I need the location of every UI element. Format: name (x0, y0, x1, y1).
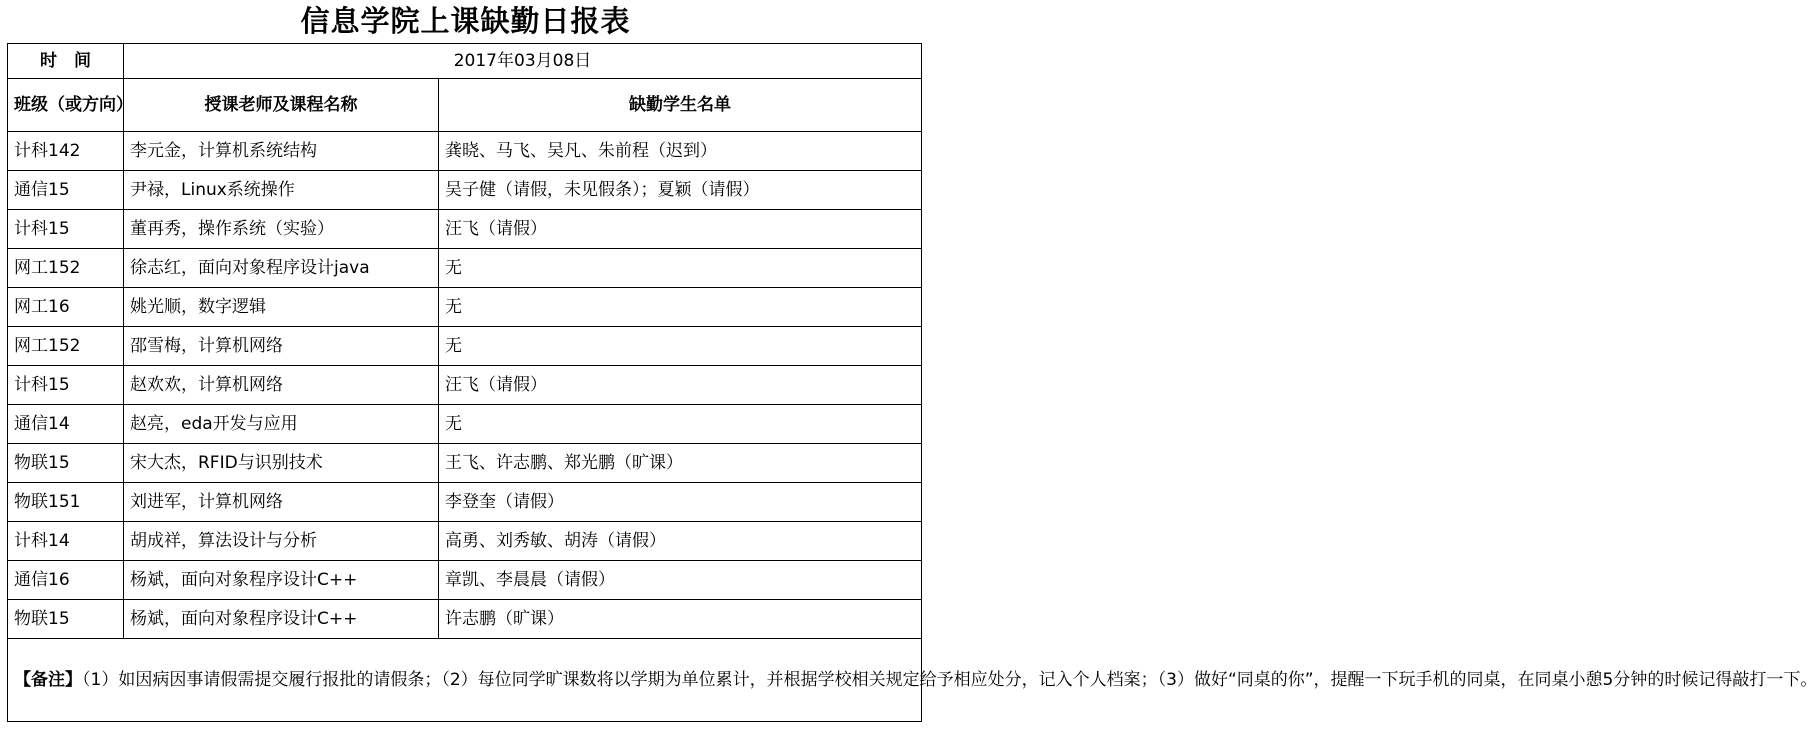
report-title: 信息学院上课缺勤日报表 (300, 4, 631, 38)
table-row (8, 249, 922, 288)
class-cell: 网工152 (8, 327, 124, 366)
table-row (8, 327, 922, 366)
absent-students-cell: 龚晓、马飞、吴凡、朱前程（迟到） (439, 132, 922, 171)
column-header-absent-students: 缺勤学生名单 (439, 79, 922, 132)
note-row (8, 639, 922, 722)
absent-students-cell: 吴子健（请假，未见假条）；夏颖（请假） (439, 171, 922, 210)
table-row (8, 561, 922, 600)
class-cell: 计科142 (8, 132, 124, 171)
class-cell: 物联15 (8, 444, 124, 483)
note-label: 【备注】 (14, 670, 82, 690)
teacher-course-cell: 董再秀，操作系统（实验） (124, 210, 439, 249)
teacher-course-cell: 宋大杰，RFID与识别技术 (124, 444, 439, 483)
time-label: 时 间 (8, 44, 124, 79)
class-cell: 通信16 (8, 561, 124, 600)
teacher-course-cell: 杨斌，面向对象程序设计C++ (124, 561, 439, 600)
note-text: （1）如因病因事请假需提交履行报批的请假条；（2）每位同学旷课数将以学期为单位累计，并根据学校相关规定给予相应处分，记入个人档案；（3）做好“同桌的你”，提醒一下玩手机的同桌，在同桌小憩5分钟的时候记得敲打一下。 (82, 670, 1817, 690)
class-cell: 物联151 (8, 483, 124, 522)
column-header-class: 班级（或方向） (8, 79, 124, 132)
time-row (8, 44, 922, 79)
class-cell: 网工16 (8, 288, 124, 327)
teacher-course-cell: 姚光顺，数字逻辑 (124, 288, 439, 327)
table-row (8, 171, 922, 210)
absent-students-cell: 无 (439, 327, 922, 366)
table-row (8, 600, 922, 639)
absent-students-cell: 许志鹏（旷课） (439, 600, 922, 639)
teacher-course-cell: 李元金，计算机系统结构 (124, 132, 439, 171)
absent-students-cell: 章凯、李晨晨（请假） (439, 561, 922, 600)
table-row (8, 444, 922, 483)
absent-students-cell: 汪飞（请假） (439, 210, 922, 249)
teacher-course-cell: 尹禄，Linux系统操作 (124, 171, 439, 210)
teacher-course-cell: 徐志红，面向对象程序设计java (124, 249, 439, 288)
class-cell: 计科15 (8, 366, 124, 405)
table-row (8, 366, 922, 405)
absence-report-table (7, 43, 1817, 722)
class-cell: 计科15 (8, 210, 124, 249)
class-cell: 通信14 (8, 405, 124, 444)
table-row (8, 522, 922, 561)
absent-students-cell: 王飞、许志鹏、郑光鹏（旷课） (439, 444, 922, 483)
table-row (8, 405, 922, 444)
absent-students-cell: 无 (439, 288, 922, 327)
absent-students-cell: 李登奎（请假） (439, 483, 922, 522)
table-row (8, 288, 922, 327)
absent-students-cell: 汪飞（请假） (439, 366, 922, 405)
teacher-course-cell: 赵欢欢，计算机网络 (124, 366, 439, 405)
teacher-course-cell: 赵亮，eda开发与应用 (124, 405, 439, 444)
table-row (8, 483, 922, 522)
note-cell (8, 639, 1817, 722)
teacher-course-cell: 邵雪梅，计算机网络 (124, 327, 439, 366)
table-row (8, 210, 922, 249)
teacher-course-cell: 刘进军，计算机网络 (124, 483, 439, 522)
absent-students-cell: 无 (439, 405, 922, 444)
column-header-row (8, 79, 922, 132)
teacher-course-cell: 杨斌，面向对象程序设计C++ (124, 600, 439, 639)
absent-students-cell: 无 (439, 249, 922, 288)
class-cell: 通信15 (8, 171, 124, 210)
class-cell: 计科14 (8, 522, 124, 561)
class-cell: 网工152 (8, 249, 124, 288)
teacher-course-cell: 胡成祥，算法设计与分析 (124, 522, 439, 561)
absent-students-cell: 高勇、刘秀敏、胡涛（请假） (439, 522, 922, 561)
table-row (8, 132, 922, 171)
class-cell: 物联15 (8, 600, 124, 639)
column-header-teacher-course: 授课老师及课程名称 (124, 79, 439, 132)
report-date: 2017年03月08日 (124, 44, 922, 79)
